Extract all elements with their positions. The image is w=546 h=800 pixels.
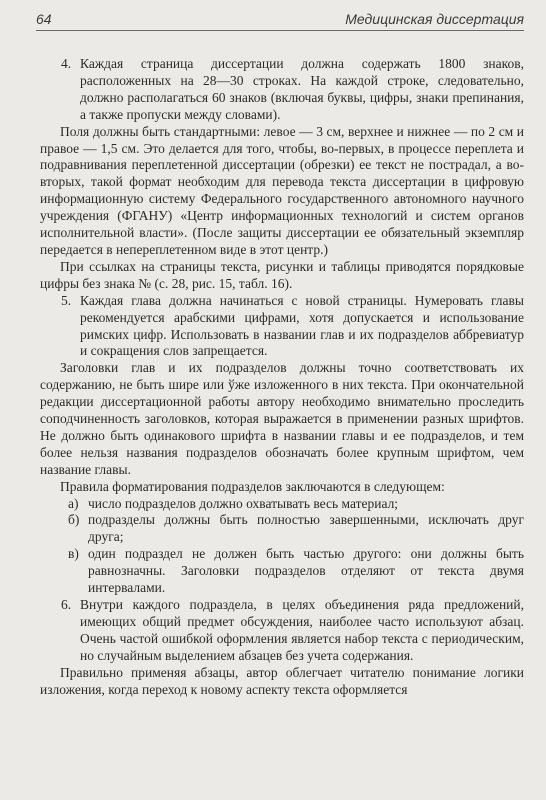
paragraph-last: Правильно применяя абзацы, автор облегчает читателю понимание логики изложения, когда переход к новому аспекту текста оформляется	[40, 664, 524, 697]
list-text: Внутри каждого подраздела, в целях объединения ряда предложений, имеющих общий предмет обсуждения, наиболее часто используют абзац. Очень частой ошибкой оформления является набор текста с периодическим, но случайным выделением абзацев без учета содержания.	[80, 597, 524, 663]
list-marker: 4.	[61, 56, 72, 71]
list-text: Каждая страница диссертации должна содержать 1800 знаков, расположенных на 28—30 строках. На каждой строке, следовательно, должно располагаться 60 знаков (включая буквы, цифры, знаки препинания, а также пропуски между словами).	[80, 56, 524, 122]
paragraph-references: При ссылках на страницы текста, рисунки и таблицы приводятся порядковые цифры без знака № (с. 28, рис. 15, табл. 16).	[40, 258, 524, 291]
paragraph-headings: Заголовки глав и их подразделов должны точно соответствовать их содержанию, не быть шире или ўже изложенного в них текста. При окончательной редакции диссертационной работы автору необходимо внимательно проследить соподчиненность заголовков, которая выражается в применении разных шрифтов. Не должно быть одинакового шрифта в названии главы и ее подразделов, и тем более нельзя названия подразделов обозначать более крупным шрифтом, чем название главы.	[40, 360, 524, 477]
sub-marker: а)	[68, 495, 79, 511]
list-text: Каждая глава должна начинаться с новой страницы. Нумеровать главы рекомендуется арабскими цифрами, хотя допускается и использование римских цифр. Использовать в названии глав и их подразделов аббревиатур и сокращения слов запрещается.	[80, 292, 524, 359]
sub-text: подразделы должны быть полностью завершенными, исключать друг друга;	[88, 512, 524, 545]
list-marker: 5.	[61, 292, 72, 308]
page-body	[40, 56, 524, 698]
sub-item-b	[40, 512, 524, 546]
page-number: 64	[36, 11, 52, 27]
page-header	[36, 8, 524, 31]
list-item-4	[40, 56, 524, 124]
running-title: Медицинская диссертация	[345, 11, 524, 27]
sub-text: один подраздел не должен быть частью другого: они должны быть равнозначны. Заголовки подразделов отделяют от текста двумя интервалами.	[88, 546, 524, 596]
sub-item-a	[40, 496, 524, 513]
list-item-5	[40, 293, 524, 361]
sub-item-c	[40, 546, 524, 597]
paragraph-rules: Правила форматирования подразделов заключаются в следующем:	[60, 478, 445, 494]
paragraph-margins: Поля должны быть стандартными: левое — 3 см, верхнее и нижнее — по 2 см и правое — 1,5 см. Это делается для того, чтобы, во-первых, в процессе переплета и подравнивания переплетенной диссертации (обрезки) ее текст не пострадал, а во-вторых, такой формат необходим для перевода текста диссертации в цифровую информационную систему Федерального государственного автономного научного учреждения (ФГАНУ) «Центр информационных технологий и систем органов исполнительной власти». (После защиты диссертации ее обязательный экземпляр передается в непереплетенном виде в этот центр.)	[40, 123, 524, 257]
sub-marker: б)	[68, 512, 80, 528]
sub-text: число подразделов должно охватывать весь материал;	[88, 495, 399, 511]
sub-marker: в)	[68, 546, 79, 562]
list-marker: 6.	[61, 597, 72, 612]
list-item-6	[40, 597, 524, 665]
